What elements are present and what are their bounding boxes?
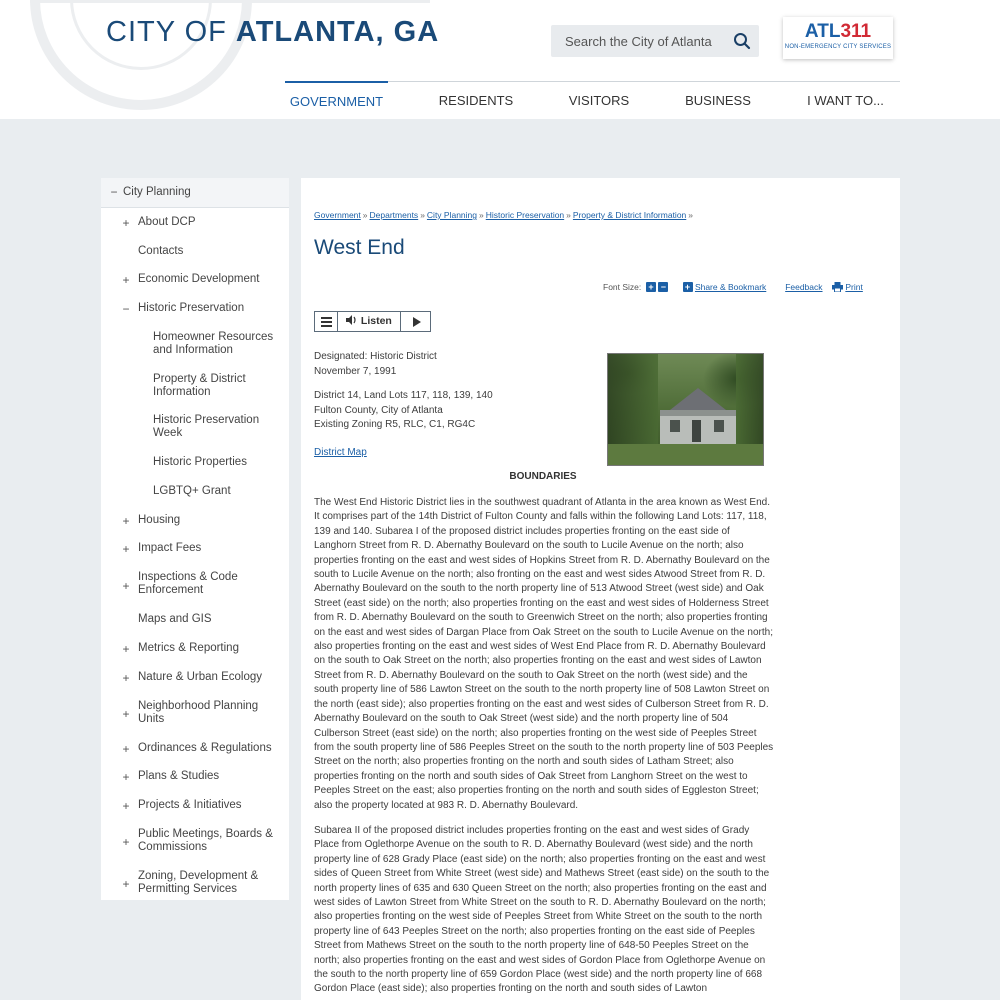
nav-business[interactable]: BUSINESS [685, 93, 751, 108]
sidebar-item-historic-preservation[interactable]: Historic Preservation [138, 302, 245, 314]
collapse-icon[interactable]: − [110, 185, 118, 199]
share-bookmark-link[interactable]: Share & Bookmark [694, 281, 767, 292]
breadcrumb-separator: » [420, 210, 425, 220]
district-lots: District 14, Land Lots 117, 118, 139, 140 [314, 390, 493, 401]
menu-icon[interactable] [315, 312, 338, 331]
sidebar-item-contacts[interactable]: Contacts [138, 245, 184, 257]
expand-icon[interactable]: + [122, 273, 130, 287]
sidebar-item-about-dcp[interactable]: About DCP [138, 216, 196, 228]
district-map-link[interactable]: District Map [314, 447, 367, 458]
sidebar-item-plans-studies[interactable]: Plans & Studies [138, 770, 220, 782]
expand-icon[interactable]: + [122, 799, 130, 813]
nav-residents[interactable]: RESIDENTS [438, 93, 514, 108]
west-end-house-photo [607, 353, 764, 466]
breadcrumb-departments[interactable]: Departments [369, 210, 419, 220]
expand-icon[interactable]: + [122, 877, 130, 891]
breadcrumb [314, 210, 695, 220]
page-tools [603, 281, 863, 295]
designated-date: November 7, 1991 [314, 365, 397, 377]
expand-icon[interactable]: + [122, 742, 130, 756]
breadcrumb-historic-preservation[interactable]: Historic Preservation [485, 210, 565, 220]
print-link[interactable]: Print [845, 281, 863, 292]
font-size-label: Font Size: [603, 281, 642, 292]
boundaries-paragraph-2: Subarea II of the proposed district includes properties fronting on the east and west sides of Grady Place from Oglethorpe Avenue on the south to R. D. Abernathy Boulevard (west side) and the north property line of 628 Grady Place (east side) on the north; also properties fronting on the east and west sides of Queen Street from White Street (west side) and Mathews Street (east side) on the south to the north property lines of 635 and 630 Queen Street on the north; also properties fronting on the east and west sides of Lawton Street from White Street on the south to R. D. Abernathy Boulevard on the north; also properties fronting on the west side of Peeples Street from White Street on the south to the north property line of 643 Peeples Street on the north; also properties fronting on the east side of Peeples Street from Mathews Street on the south to the north property line of 648-50 Peeples Street on the north; also properties fronting on the east and west sides of Gordon Place from Oglethorpe Avenue on the south to the north property line of 659 Gordon Place (west side) and the north property line of 668 Gordon Place (east side); also properties fronting on the north and south sides of Lawton [314, 825, 770, 995]
breadcrumb-property-district-info[interactable]: Property & District Information [572, 210, 687, 220]
seal-band [30, 0, 430, 3]
designation-block [314, 350, 437, 379]
sidebar-item-zoning-development[interactable]: Zoning, Development & Permitting Services [138, 870, 259, 895]
sidebar-item-nature-urban-ecology[interactable]: Nature & Urban Ecology [138, 671, 263, 683]
atl311-number: 311 [840, 21, 872, 42]
readspeaker-bar [314, 311, 431, 332]
atl311-logo [783, 21, 893, 43]
site-header [0, 0, 1000, 119]
listen-label: Listen [360, 315, 392, 327]
search-input[interactable] [551, 25, 727, 57]
site-title-part2: ATLANTA, GA [235, 16, 440, 48]
expand-icon[interactable]: + [122, 671, 130, 685]
district-county: Fulton County, City of Atlanta [314, 404, 443, 416]
breadcrumb-separator: » [688, 210, 694, 220]
atl311-atl: ATL [804, 21, 841, 42]
listen-button[interactable] [338, 312, 401, 331]
sidebar-item-economic-development[interactable]: Economic Development [138, 273, 260, 285]
boundaries-heading: BOUNDARIES [509, 471, 577, 482]
expand-icon[interactable]: + [122, 707, 130, 721]
expand-icon[interactable]: + [122, 216, 130, 230]
breadcrumb-separator: » [479, 210, 484, 220]
breadcrumb-separator: » [362, 210, 368, 220]
breadcrumb-separator: » [566, 210, 571, 220]
expand-icon[interactable]: + [122, 579, 130, 593]
sidebar-item-neighborhood-planning-units[interactable]: Neighborhood Planning Units [138, 700, 259, 725]
feedback-link[interactable]: Feedback [785, 281, 823, 292]
sidebar-item-public-meetings[interactable]: Public Meetings, Boards & Commissions [138, 828, 273, 853]
sidebar-item-city-planning[interactable]: City Planning [123, 186, 191, 198]
sidebar-item-ordinances-regulations[interactable]: Ordinances & Regulations [138, 742, 272, 754]
boundaries-paragraph-1: The West End Historic District lies in the southwest quadrant of Atlanta in the area known as West End. It comprises part of the 14th District of Fulton County and falls within the following Land Lots: 117, 118, 139 and 140. Subarea I of the proposed district includes properties fronting on the east side of Langhorn Street from R. D. Abernathy Boulevard on the south to Lucile Avenue on the north; also properties fronting on the east and west sides of Hopkins Street from R. D. Abernathy Boulevard on the south to Lucile Avenue on the north; also fronting on the east and west sides Atwood Street from R. D. Abernathy Boulevard on the south to the north property line of 513 Atwood Street (west side) and Oak Street (east side) on the north; also properties fronting on the east and west sides of Holderness Street from R. D. Abernathy Boulevard on the south to Greenwich Street on the north; also properties fronting on the east and west sides of Dargan Place from Oak Street on the south to Lucile Avenue on the north; also properties fronting on the east and west sides of West End Place from R. D. Abernathy Boulevard on the south to Oak Street on the north; also properties fronting on the east and west sides of Lawton Street from R. D. Abernathy Boulevard on the south to Oak Street on the north (west side) and the south property line of 586 Lawton Street on the south to the north property line of 508 Lawton Street on the north (east side); also properties fronting on the east and west sides of Culberson Street from R. D. Abernathy Boulevard on the south to Oak Street (west side) and the north property line of 504 Culberson Street (east side) on the north; also properties fronting on the west side of Peeples Street from the south property line of 586 Peeples Street on the south to the north property line of 503 Peeples Street on the north; also properties fronting on the north and south sides of Latham Street; also properties fronting on the north and south sides of Oak Street from Langhorn Street on the west to Peeples Street on the east; also properties fronting on the north and south sides of Eggleston Street; also the property located at 983 R. D. Abernathy Boulevard. [314, 497, 774, 811]
expand-icon[interactable]: + [122, 542, 130, 556]
print-icon[interactable] [832, 282, 843, 292]
sidebar-item-historic-properties[interactable]: Historic Properties [153, 456, 247, 468]
sidebar-item-historic-preservation-week[interactable]: Historic Preservation Week [153, 414, 260, 439]
site-title-part1: CITY OF [106, 16, 236, 48]
search-icon[interactable] [733, 32, 751, 50]
sidebar-item-projects-initiatives[interactable]: Projects & Initiatives [138, 799, 242, 811]
sidebar-item-maps-gis[interactable]: Maps and GIS [138, 613, 212, 625]
sidebar-item-homeowner-resources[interactable]: Homeowner Resources and Information [153, 331, 274, 356]
nav-i-want-to[interactable]: I WANT TO... [807, 93, 884, 108]
speaker-icon [346, 315, 358, 325]
main-content [301, 178, 900, 1000]
expand-icon[interactable]: + [122, 514, 130, 528]
district-info-block [314, 389, 493, 433]
sidebar-item-housing[interactable]: Housing [138, 514, 181, 526]
sidebar [101, 178, 289, 1000]
play-icon[interactable] [402, 312, 430, 331]
nav-visitors[interactable]: VISITORS [568, 93, 630, 108]
page-title: West End [314, 236, 405, 259]
breadcrumb-government[interactable]: Government [314, 210, 361, 220]
sidebar-item-impact-fees[interactable]: Impact Fees [138, 542, 202, 554]
sidebar-item-inspections[interactable]: Inspections & Code Enforcement [138, 571, 238, 596]
sidebar-footer [101, 900, 289, 1000]
sidebar-item-lgbtq-grant[interactable]: LGBTQ+ Grant [153, 485, 231, 497]
district-zoning: Existing Zoning R5, RLC, C1, RG4C [314, 419, 476, 430]
designated-line: Designated: Historic District [314, 351, 437, 362]
main-nav [285, 81, 900, 119]
expand-icon[interactable]: + [122, 835, 130, 849]
font-decrease-icon[interactable]: − [658, 282, 668, 292]
atl311-subtitle: NON-EMERGENCY CITY SERVICES [784, 44, 892, 50]
share-icon[interactable]: + [683, 282, 693, 292]
sidebar-item-property-district-info[interactable]: Property & District Information [153, 373, 246, 398]
expand-icon[interactable]: + [122, 642, 130, 656]
expand-icon[interactable]: + [122, 770, 130, 784]
atl311-button[interactable] [783, 17, 893, 59]
collapse-icon[interactable]: − [122, 302, 130, 316]
district-map-wrapper [314, 446, 367, 461]
site-logo-title[interactable] [106, 16, 439, 49]
breadcrumb-city-planning[interactable]: City Planning [426, 210, 478, 220]
search-box [551, 25, 759, 57]
nav-government[interactable]: GOVERNMENT [285, 81, 388, 119]
sidebar-item-metrics-reporting[interactable]: Metrics & Reporting [138, 642, 239, 654]
font-increase-icon[interactable]: + [646, 282, 656, 292]
